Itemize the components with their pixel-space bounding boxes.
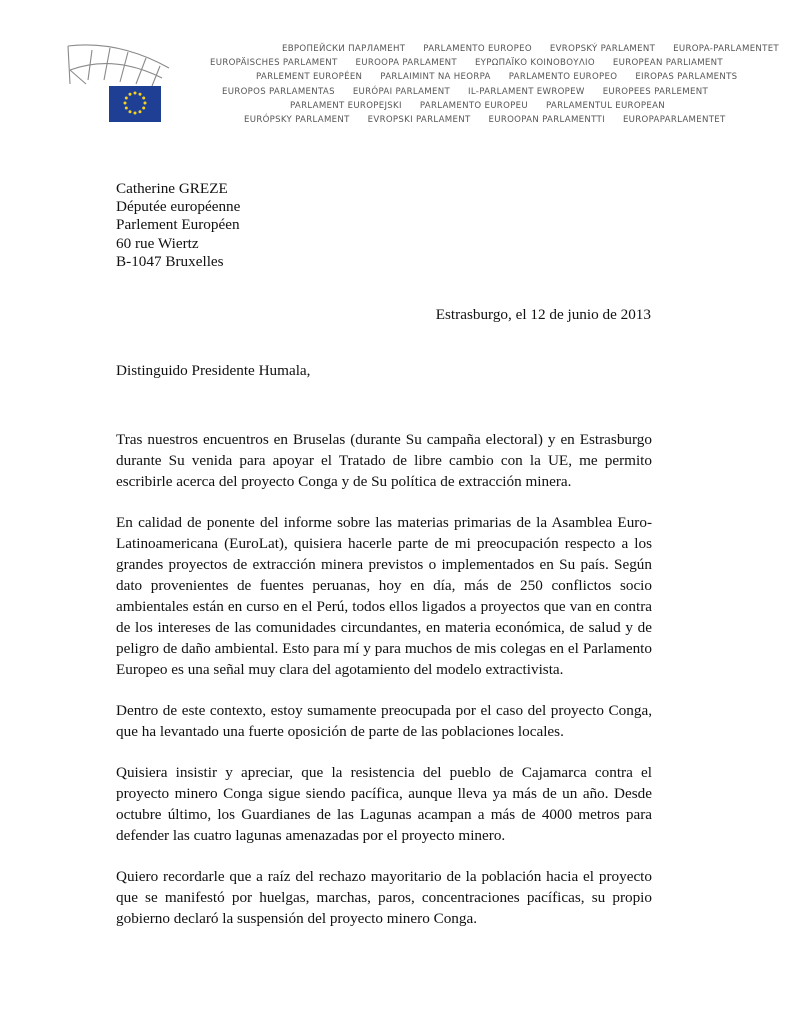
parliament-name: EVROPSKI PARLAMENT	[367, 114, 471, 125]
parliament-names-row	[200, 85, 720, 99]
parliament-name: EUROPOS PARLAMENTAS	[222, 86, 335, 97]
parliament-name: EUROPÄISCHES PARLAMENT	[210, 58, 338, 69]
parliament-name: ΕΥΡΩΠΑΪΚΟ ΚΟΙΝΟΒΟΥΛΙΟ	[474, 58, 595, 69]
european-parliament-logo	[64, 40, 174, 126]
parliament-name: EUROOPAN PARLAMENTTI	[488, 114, 605, 125]
paragraph: Quiero recordarle que a raíz del rechazo mayoritario de la población hacia el proyecto que se manifestó por huelgas, marchas, paros, concentraciones pacíficas, su propio gobierno declaró la suspensión del proyecto minero Conga.	[116, 868, 652, 928]
parliament-name: EIROPAS PARLAMENTS	[635, 72, 738, 83]
eu-flag	[109, 86, 161, 122]
parliament-name: EURÓPSKY PARLAMENT	[244, 114, 350, 125]
parliament-name: EURÓPAI PARLAMENT	[352, 86, 451, 97]
parliament-name: PARLAMENTO EUROPEO	[508, 72, 618, 83]
parliament-name: EUROPEAN PARLIAMENT	[612, 58, 723, 69]
parliament-name: EUROPEES PARLEMENT	[602, 86, 708, 97]
parliament-name: PARLAMENT EUROPEJSKI	[290, 100, 402, 111]
parliament-names-multilingual	[200, 42, 779, 127]
parliament-name: PARLAMENTO EUROPEU	[419, 100, 528, 111]
dateline: Estrasburgo, el 12 de junio de 2013	[435, 306, 651, 323]
parliament-names-row	[200, 113, 726, 127]
parliament-name: EUROPAPARLAMENTET	[622, 114, 726, 125]
parliament-name: PARLAMENTO EUROPEO	[423, 44, 532, 54]
sender-street: 60 rue Wiertz	[116, 234, 199, 252]
parliament-name: ЕВРОПЕЙСКИ ПАРЛАМЕНТ	[282, 44, 406, 54]
paragraph: Tras nuestros encuentros en Bruselas (durante Su campaña electoral) y en Estrasburgo durante Su venida para apoyar el Tratado de libre cambio con la UE, me permito escribirle acerca del proyecto Conga y de Su política de extracción minera.	[116, 431, 652, 490]
sender-institution: Parlement Européen	[116, 216, 240, 234]
parliament-name: EUROPA-PARLAMENTET	[673, 44, 779, 54]
parliament-name: EUROOPA PARLAMENT	[355, 58, 457, 69]
sender-role: Députée européenne	[116, 198, 241, 216]
hemicycle-lines	[68, 45, 169, 86]
parliament-names-row	[200, 99, 720, 113]
sender-address	[116, 180, 240, 271]
parliament-names-row	[200, 70, 738, 84]
paragraph: Quisiera insistir y apreciar, que la resistencia del pueblo de Cajamarca contra el proyecto minero Conga sigue siendo pacífica, aunque lleva ya más de un año. Desde octubre último, los Guardianes de las Lagunas acampan a más de 4000 metros para defender las cuatro lagunas amenazadas por el proyecto minero.	[116, 764, 652, 844]
parliament-name: EVROPSKÝ PARLAMENT	[549, 44, 656, 54]
parliament-name: PARLAMENTUL EUROPEAN	[545, 100, 666, 111]
parliament-name: IL-PARLAMENT EWROPEW	[468, 86, 585, 97]
paragraph: Dentro de este contexto, estoy sumamente preocupada por el caso del proyecto Conga, que ha levantado una fuerte oposición de parte de las poblaciones locales.	[116, 701, 652, 740]
paragraph: En calidad de ponente del informe sobre las materias primarias de la Asamblea Euro-Latinoamericana (EuroLat), quisiera hacerle parte de mi preocupación respecto a los grandes proyectos de extracción minera previstos o implementados en Su país. Según dato provenientes de fuentes peruanas, hoy en día, más de 250 conflictos socio ambientales están en curso en el Perú, todos ellos ligados a proyectos que van en contra de los intereses de las comunidades circundantes, en materia económica, de salud y de peligro de daño ambiental. Esto para mí y para muchos de mis colegas en el Parlamento Europeo es una señal muy clara del agotamiento del modelo extractivista.	[116, 514, 652, 678]
salutation: Distinguido Presidente Humala,	[116, 362, 311, 379]
parliament-names-row	[200, 56, 723, 70]
letter-body	[116, 430, 652, 951]
sender-name: Catherine GREZE	[116, 180, 228, 197]
parliament-names-row	[200, 42, 779, 56]
parliament-name: PARLEMENT EUROPÉEN	[256, 72, 363, 83]
parliament-name: PARLAIMINT NA HEORPA	[380, 72, 491, 83]
sender-city: B-1047 Bruxelles	[116, 252, 224, 270]
